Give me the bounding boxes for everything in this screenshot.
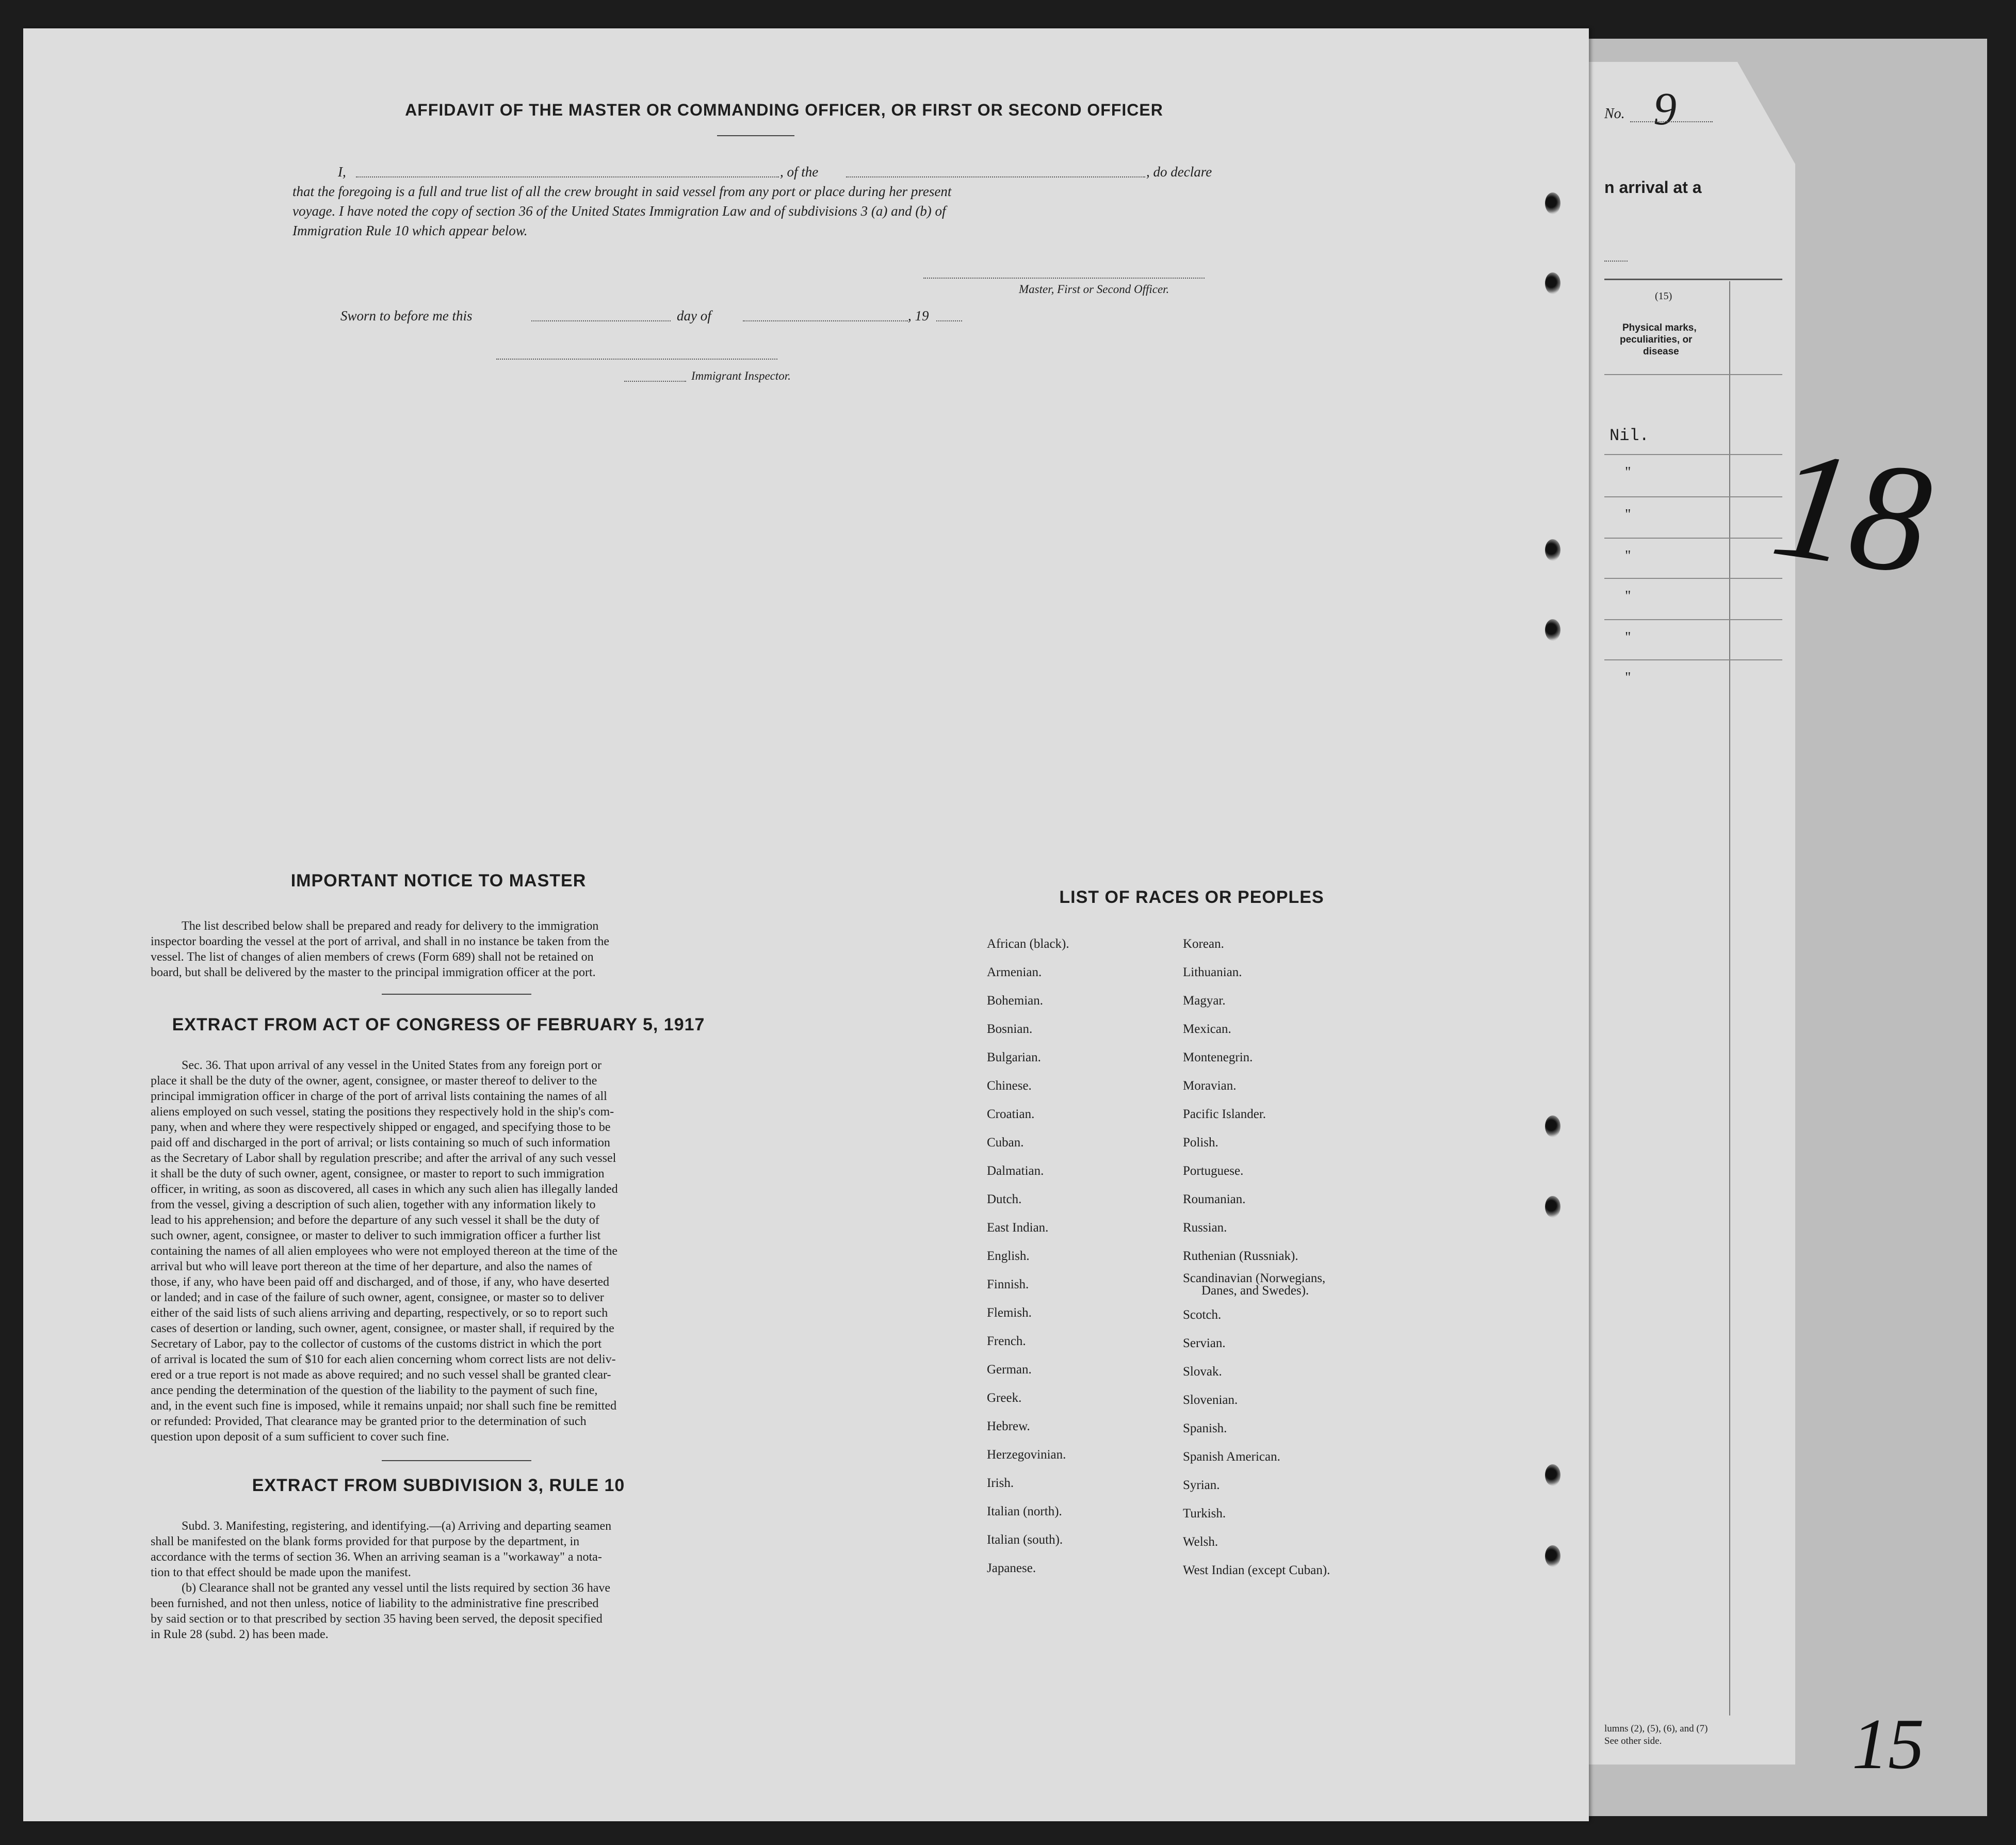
back-entry: " — [1625, 670, 1631, 686]
notice-body — [151, 918, 721, 980]
extract-act-title: EXTRACT FROM ACT OF CONGRESS OF FEBRUARY 5, 1917 — [172, 1015, 705, 1034]
master-caption: Master, First or Second Officer. — [1019, 283, 1169, 296]
back-arrival-text: n arrival at a — [1604, 178, 1702, 197]
race-item: Armenian. — [987, 965, 1042, 979]
race-item-scandinavian — [1183, 1270, 1430, 1301]
race-item: Finnish. — [987, 1277, 1029, 1291]
punch-hole — [1545, 1115, 1560, 1137]
punch-hole — [1545, 1545, 1560, 1567]
act-rule — [382, 1460, 531, 1461]
act-line: either of the said lists of such aliens arriving and departing, respectively, or so to report such — [151, 1306, 608, 1320]
rule-line: in Rule 28 (subd. 2) has been made. — [151, 1628, 329, 1641]
back-no-value: 9 — [1653, 84, 1677, 135]
rule-line: (b) Clearance shall not be granted any vessel until the lists required by section 36 have — [182, 1581, 611, 1595]
race-item: Ruthenian (Russniak). — [1183, 1249, 1298, 1263]
punch-hole — [1545, 272, 1560, 294]
act-line: ered or a true report is not made as above required; and no such vessel shall be granted clear- — [151, 1368, 611, 1382]
affidavit-title: AFFIDAVIT OF THE MASTER OR COMMANDING OFFICER, OR FIRST OR SECOND OFFICER — [405, 101, 1163, 119]
punch-hole — [1545, 192, 1560, 214]
act-line: from the vessel, giving a description of such alien, together with any information likely to — [151, 1198, 596, 1211]
back-col-header-3: disease — [1643, 346, 1679, 357]
affidavit-of: , of the — [780, 164, 819, 180]
race-item: Spanish. — [1183, 1421, 1227, 1435]
race-item: Bulgarian. — [987, 1050, 1041, 1064]
act-line: principal immigration officer in charge of the port of arrival lists containing the names of all — [151, 1090, 607, 1103]
race-item: Bohemian. — [987, 994, 1044, 1008]
race-item: Pacific Islander. — [1183, 1107, 1266, 1121]
race-item: Italian (south). — [987, 1533, 1063, 1547]
race-item: African (black). — [987, 937, 1069, 951]
race-item: Spanish American. — [1183, 1450, 1280, 1464]
race-item: Italian (north). — [987, 1504, 1062, 1518]
race-item: Bosnian. — [987, 1022, 1033, 1036]
act-line: and, in the event such fine is imposed, while it remains unpaid; nor shall such fine be remitted — [151, 1399, 617, 1413]
race-item: Portuguese. — [1183, 1164, 1244, 1178]
race-item: Welsh. — [1183, 1535, 1218, 1549]
race-item: Moravian. — [1183, 1079, 1237, 1093]
act-line: Sec. 36. That upon arrival of any vessel in the United States from any foreign port or — [182, 1059, 602, 1072]
race-item: Cuban. — [987, 1136, 1024, 1150]
back-row-line — [1604, 454, 1782, 455]
race-item: Flemish. — [987, 1306, 1032, 1320]
race-item: Japanese. — [987, 1561, 1036, 1575]
race-item: English. — [987, 1249, 1030, 1263]
back-col-number: (15) — [1655, 290, 1672, 302]
act-line: arrival but who will leave port thereon at the time of her departure, and also the names of — [151, 1260, 592, 1273]
rule-line: tion to that effect should be made upon the manifest. — [151, 1566, 411, 1579]
extract-rule-body — [151, 1518, 721, 1642]
act-line: pany, when and where they were respectively shipped or engaged, and specifying those to be — [151, 1121, 611, 1134]
affidavit-line-4: Immigration Rule 10 which appear below. — [292, 223, 528, 238]
notice-rule — [382, 994, 531, 995]
act-line: officer, in writing, as soon as discovered, all cases in which any such alien has illegally landed — [151, 1183, 618, 1196]
back-short-line — [1604, 261, 1628, 262]
back-row-line — [1604, 619, 1782, 620]
back-entry: " — [1625, 588, 1631, 604]
race-item: East Indian. — [987, 1221, 1049, 1235]
act-line: ance pending the determination of the question of the liability to the payment of such fine, — [151, 1384, 598, 1397]
act-line: Secretary of Labor, pay to the collector of customs of the customs district in which the port — [151, 1337, 602, 1351]
rule-line: shall be manifested on the blank forms provided for that purpose by the department, in — [151, 1535, 580, 1548]
race-item: Scotch. — [1183, 1308, 1222, 1322]
race-item: Slovenian. — [1183, 1393, 1238, 1407]
back-col-header-1: Physical marks, — [1622, 322, 1697, 333]
act-line: such owner, agent, consignee, or master to deliver to such immigration officer a further list — [151, 1229, 601, 1242]
affidavit-line-3: voyage. I have noted the copy of section 36 of the United States Immigration Law and of subdivisions 3 (a) and (b) of — [292, 203, 946, 219]
race-item: Russian. — [1183, 1221, 1227, 1235]
race-item: Turkish. — [1183, 1507, 1226, 1520]
back-footer-2: See other side. — [1604, 1736, 1662, 1746]
back-entry: " — [1625, 629, 1631, 645]
sworn-month-line — [743, 320, 908, 321]
affidavit-vessel-line — [846, 176, 1145, 177]
punch-hole — [1545, 1196, 1560, 1218]
act-line: it shall be the duty of such owner, agent, consignee, or master to report to such immigration — [151, 1167, 605, 1180]
race-item: Hebrew. — [987, 1419, 1030, 1433]
affidavit-name-line — [356, 176, 779, 177]
race-item: Croatian. — [987, 1107, 1035, 1121]
act-line: lead to his apprehension; and before the departure of any such vessel it shall be the duty of — [151, 1213, 599, 1227]
back-col-header-2: peculiarities, or — [1620, 334, 1693, 345]
punch-hole — [1545, 1464, 1560, 1486]
race-item: Chinese. — [987, 1079, 1032, 1093]
notice-line: inspector boarding the vessel at the port of arrival, and shall in no instance be taken from the — [151, 935, 610, 948]
back-row-line — [1604, 659, 1782, 660]
act-line: or landed; and in case of the failure of such owner, agent, consignee, or master so to deliver — [151, 1291, 604, 1304]
back-entry: " — [1625, 464, 1631, 480]
back-no-label: No. — [1604, 106, 1625, 122]
notice-line: vessel. The list of changes of alien members of crews (Form 689) shall not be retained on — [151, 950, 594, 964]
races-title: LIST OF RACES OR PEOPLES — [1059, 887, 1324, 907]
race-item: Dutch. — [987, 1192, 1022, 1206]
back-corner-mark: 15 — [1852, 1704, 1924, 1784]
back-entry: " — [1625, 507, 1631, 523]
affidavit-i: I, — [338, 164, 346, 180]
punch-hole — [1545, 619, 1560, 641]
back-sheet-form — [1589, 62, 1795, 1765]
master-signature-line — [923, 278, 1205, 279]
inspector-caption: Immigrant Inspector. — [691, 369, 791, 382]
race-item: Irish. — [987, 1476, 1014, 1490]
race-item: Dalmatian. — [987, 1164, 1044, 1178]
race-item: Montenegrin. — [1183, 1050, 1253, 1064]
race-item: Servian. — [1183, 1336, 1226, 1350]
act-line: those, if any, who have been paid off and discharged, and of those, if any, who have deserted — [151, 1275, 610, 1289]
race-item: Polish. — [1183, 1136, 1218, 1150]
act-line: question upon deposit of a sum sufficient to cover such fine. — [151, 1430, 449, 1444]
back-header-bottom — [1604, 374, 1782, 375]
race-item: Magyar. — [1183, 994, 1226, 1008]
race-item: Lithuanian. — [1183, 965, 1242, 979]
race-item: Roumanian. — [1183, 1192, 1246, 1206]
race-item: Korean. — [1183, 937, 1224, 951]
notice-line: board, but shall be delivered by the master to the principal immigration officer at the port. — [151, 966, 596, 979]
act-line: aliens employed on such vessel, stating the positions they respectively hold in the ship's com- — [151, 1105, 614, 1119]
extract-act-body — [151, 1058, 721, 1445]
sworn-day-of: day of — [677, 308, 711, 323]
affidavit-line-2: that the foregoing is a full and true list of all the crew brought in said vessel from any port or place during her present — [292, 184, 952, 199]
affidavit-declare: , do declare — [1146, 164, 1212, 180]
sworn-text: Sworn to before me this — [340, 308, 473, 323]
back-footer-1: lumns (2), (5), (6), and (7) — [1604, 1723, 1708, 1734]
affidavit-title-rule — [717, 135, 794, 136]
act-line: of arrival is located the sum of $10 for each alien concerning whom correct lists are not deliv- — [151, 1353, 616, 1366]
rule-line: Subd. 3. Manifesting, registering, and identifying.—(a) Arriving and departing seamen — [182, 1519, 612, 1533]
back-no-line — [1630, 121, 1713, 122]
inspector-signature-line — [496, 359, 777, 360]
race-item-continuation: Danes, and Swedes). — [1201, 1284, 1309, 1298]
race-item: West Indian (except Cuban). — [1183, 1563, 1330, 1577]
act-line: or refunded: Provided, That clearance may be granted prior to the determination of such — [151, 1415, 587, 1428]
sworn-year: , 19 — [908, 308, 929, 323]
back-row-line — [1604, 578, 1782, 579]
race-item: Slovak. — [1183, 1365, 1222, 1379]
race-item: German. — [987, 1363, 1032, 1377]
act-line: as the Secretary of Labor shall by regulation prescribe; and after the arrival of any such vessel — [151, 1152, 616, 1165]
sworn-year-line — [936, 320, 962, 321]
rule-line: been furnished, and not then unless, notice of liability to the administrative fine prescribed — [151, 1597, 599, 1610]
back-entry: " — [1625, 548, 1631, 564]
sworn-day-line — [531, 320, 671, 321]
rule-line: by said section or to that prescribed by section 35 having been served, the deposit specified — [151, 1612, 603, 1626]
back-row-line — [1604, 496, 1782, 497]
race-item: Greek. — [987, 1391, 1022, 1405]
rule-line: accordance with the terms of section 36. When an arriving seaman is a "workaway" a nota- — [151, 1550, 602, 1564]
race-item: Syrian. — [1183, 1478, 1220, 1492]
race-item: Scandinavian (Norwegians, — [1183, 1271, 1326, 1285]
race-item: French. — [987, 1334, 1026, 1348]
back-entry: Nil. — [1609, 426, 1649, 445]
notice-line: The list described below shall be prepared and ready for delivery to the immigration — [182, 919, 599, 933]
back-header-rule — [1604, 279, 1782, 280]
punch-hole — [1545, 539, 1560, 561]
extract-rule-title: EXTRACT FROM SUBDIVISION 3, RULE 10 — [252, 1476, 625, 1495]
act-line: paid off and discharged in the port of arrival; or lists containing so much of such information — [151, 1136, 610, 1150]
races-column-1 — [987, 930, 1173, 1582]
notice-title: IMPORTANT NOTICE TO MASTER — [290, 871, 587, 891]
back-row-line — [1604, 538, 1782, 539]
race-item: Herzegovinian. — [987, 1448, 1066, 1462]
act-line: containing the names of all alien employees who were not employed thereon at the time of the — [151, 1244, 618, 1258]
back-handwritten-mark: 18 — [1763, 416, 1941, 608]
act-line: place it shall be the duty of the owner, agent, consignee, or master thereof to deliver to the — [151, 1074, 597, 1088]
act-line: cases of desertion or landing, such owner, agent, consignee, or master shall, if required by the — [151, 1322, 614, 1335]
inspector-caption-line — [624, 381, 686, 382]
race-item: Mexican. — [1183, 1022, 1231, 1036]
races-column-2 — [1183, 930, 1430, 1584]
